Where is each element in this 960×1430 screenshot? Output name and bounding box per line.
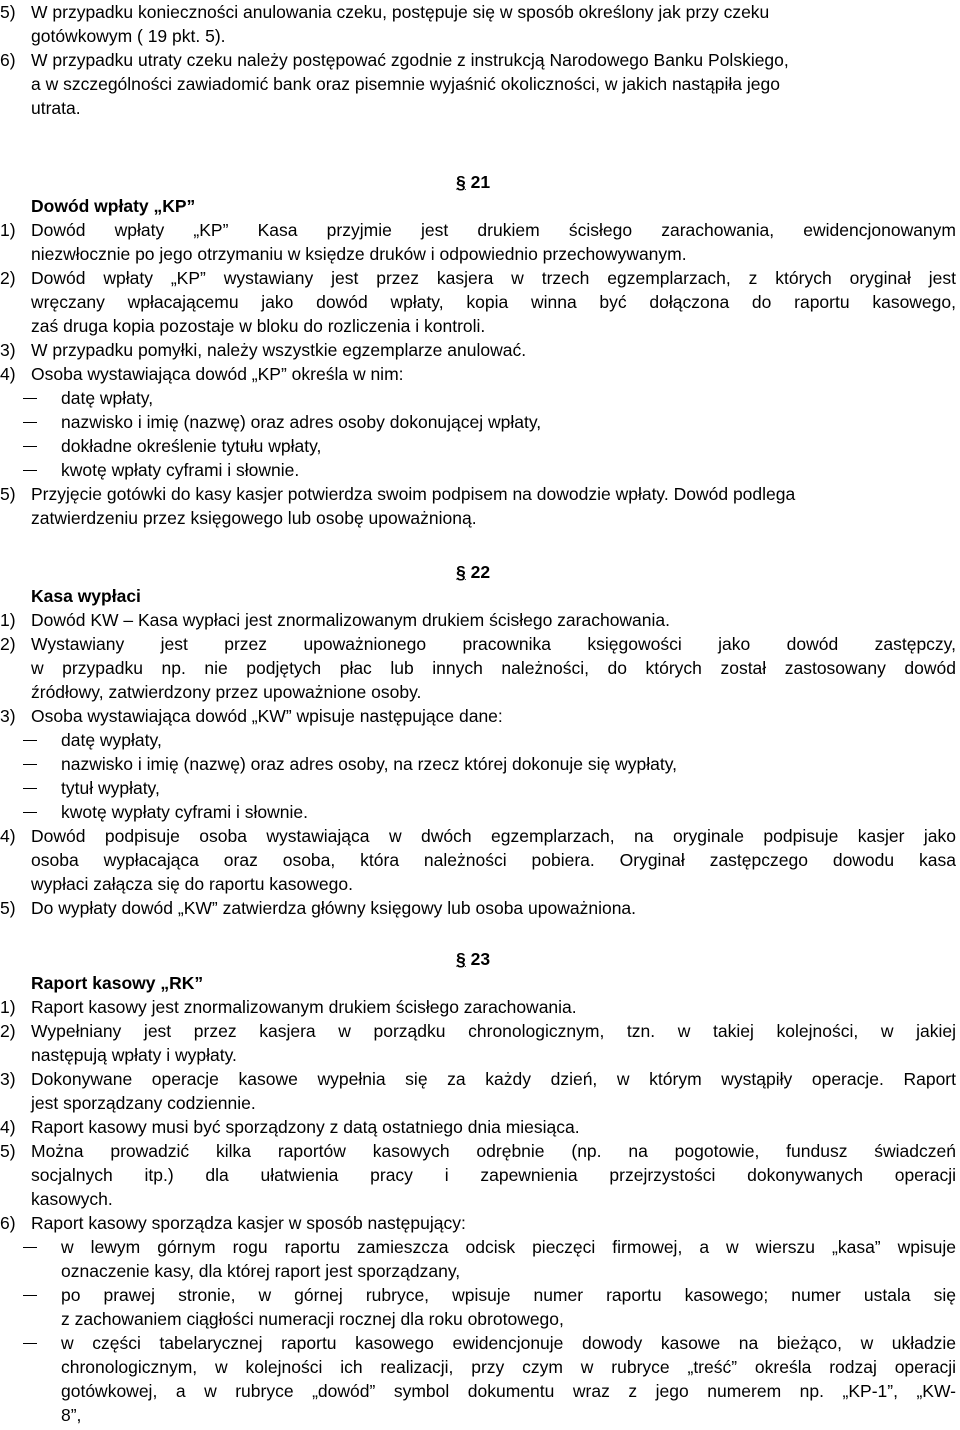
section-number: [456, 560, 490, 584]
section-heading: Dowód wpłaty „KP”: [31, 196, 196, 216]
paragraph-line: zatwierdzeniu przez księgowego lub osobę upoważnioną.: [31, 508, 477, 528]
paragraph-line: a w szczególności zawiadomić bank oraz pisemnie wyjaśnić okoliczności, w jakich nastąpiła jego: [31, 74, 780, 94]
list-item-number: 6): [0, 50, 16, 70]
dash-bullet: [23, 788, 37, 789]
list-item-number: 1): [0, 610, 16, 630]
section-heading: Raport kasowy „RK”: [31, 973, 204, 993]
bullet-line: oznaczenie kasy, dla której raport jest sporządzany,: [61, 1261, 461, 1281]
list-item-number: 3): [0, 340, 16, 360]
dash-bullet: [23, 1247, 37, 1248]
list-item-number: 1): [0, 997, 16, 1017]
bullet-line: kwotę wpłaty cyframi i słownie.: [61, 460, 300, 480]
paragraph-line: Przyjęcie gotówki do kasy kasjer potwierdza swoim podpisem na dowodzie wpłaty. Dowód podlega: [31, 484, 796, 504]
bullet-line: w lewym górnym rogu raportu zamieszcza odcisk pieczęci firmowej, a w wierszu „kasa” wpisuje: [61, 1237, 956, 1257]
list-item-number: 5): [0, 484, 16, 504]
list-item-number: 3): [0, 706, 16, 726]
paragraph-line: kasowych.: [31, 1189, 113, 1209]
bullet-line: tytuł wypłaty,: [61, 778, 160, 798]
paragraph-line: Osoba wystawiająca dowód „KP” określa w nim:: [31, 364, 404, 384]
paragraph-line: Można prowadzić kilka raportów kasowych odrębnie (np. na pogotowie, fundusz świadczeń: [31, 1141, 956, 1161]
bullet-line: nazwisko i imię (nazwę) oraz adres osoby dokonującej wpłaty,: [61, 412, 542, 432]
paragraph-line: Wystawiany jest przez upoważnionego pracownika księgowości jako dowód zastępczy,: [31, 634, 956, 654]
list-item-number: 4): [0, 826, 16, 846]
section-heading: Kasa wypłaci: [31, 586, 141, 606]
paragraph-line: Osoba wystawiająca dowód „KW” wpisuje następujące dane:: [31, 706, 503, 726]
paragraph-line: gotówkowym ( 19 pkt. 5).: [31, 26, 226, 46]
dash-bullet: [23, 470, 37, 471]
dash-bullet: [23, 446, 37, 447]
section-number-value: 21: [470, 172, 491, 192]
section-number: [456, 947, 490, 971]
paragraph-line: następują wpłaty i wypłaty.: [31, 1045, 237, 1065]
dash-bullet: [23, 1343, 37, 1344]
paragraph-line: Dowód wpłaty „KP” Kasa przyjmie jest drukiem ścisłego zarachowania, ewidencjonowanym: [31, 220, 956, 240]
paragraph-line: jest sporządzany codziennie.: [31, 1093, 256, 1113]
paragraph-line: Dowód KW – Kasa wypłaci jest znormalizowanym drukiem ścisłego zarachowania.: [31, 610, 671, 630]
list-item-number: 2): [0, 268, 16, 288]
list-item-number: 5): [0, 2, 16, 22]
bullet-line: w części tabelarycznej raportu kasowego ewidencjonuje dowody kasowe na bieżąco, w układzie: [61, 1333, 956, 1353]
paragraph-line: Raport kasowy sporządza kasjer w sposób następujący:: [31, 1213, 466, 1233]
bullet-line: chronologicznym, w kolejności ich realizacji, przy czym w rubryce „treść” określa rodzaj operacji: [61, 1357, 956, 1377]
bullet-line: kwotę wypłaty cyframi i słownie.: [61, 802, 309, 822]
paragraph-line: Wypełniany jest przez kasjera w porządku chronologicznym, tzn. w takiej kolejności, w jakiej: [31, 1021, 956, 1041]
bullet-line: po prawej stronie, w górnej rubryce, wpisuje numer raportu kasowego; numer ustala się: [61, 1285, 956, 1305]
paragraph-line: Raport kasowy jest znormalizowanym drukiem ścisłego zarachowania.: [31, 997, 577, 1017]
paragraph-line: wypłaci załącza się do raportu kasowego.: [31, 874, 353, 894]
paragraph-line: osoba wypłacająca oraz osoba, która należności pobiera. Oryginał zastępczego dowodu kasa: [31, 850, 956, 870]
list-item-number: 3): [0, 1069, 16, 1089]
section-sign: §: [456, 172, 466, 192]
list-item-number: 4): [0, 1117, 16, 1137]
list-item-number: 5): [0, 898, 16, 918]
list-item-number: 6): [0, 1213, 16, 1233]
dash-bullet: [23, 764, 37, 765]
section-number-value: 23: [470, 949, 491, 969]
dash-bullet: [23, 812, 37, 813]
paragraph-line: Dowód podpisuje osoba wystawiająca w dwóch egzemplarzach, na oryginale podpisuje kasjer jako: [31, 826, 956, 846]
paragraph-line: w przypadku np. nie podjętych płac lub innych należności, do których został zastosowany dowód: [31, 658, 956, 678]
list-item-number: 5): [0, 1141, 16, 1161]
paragraph-line: zaś druga kopia pozostaje w bloku do rozliczenia i kontroli.: [31, 316, 486, 336]
bullet-line: nazwisko i imię (nazwę) oraz adres osoby, na rzecz której dokonuje się wypłaty,: [61, 754, 678, 774]
paragraph-line: socjalnych itp.) dla ułatwienia pracy i zapewnienia przejrzystości dokonywanych operacji: [31, 1165, 956, 1185]
paragraph-line: Dokonywane operacje kasowe wypełnia się za każdy dzień, w którym wystąpiły operacje. Raport: [31, 1069, 956, 1089]
list-item-number: 4): [0, 364, 16, 384]
paragraph-line: W przypadku konieczności anulowania czeku, postępuje się w sposób określony jak przy czeku: [31, 2, 770, 22]
dash-bullet: [23, 398, 37, 399]
bullet-line: datę wpłaty,: [61, 388, 154, 408]
bullet-line: gotówkowej, a w rubryce „dowód” symbol dokumentu wraz z jego numerem np. „KP-1”, „KW-: [61, 1381, 956, 1401]
section-sign: §: [456, 562, 466, 582]
bullet-line: 8”,: [61, 1405, 82, 1425]
paragraph-line: Dowód wpłaty „KP” wystawiany jest przez kasjera w trzech egzemplarzach, z których oryginał jest: [31, 268, 956, 288]
section-sign: §: [456, 949, 466, 969]
paragraph-line: Raport kasowy musi być sporządzony z datą ostatniego dnia miesiąca.: [31, 1117, 580, 1137]
list-item-number: 2): [0, 1021, 16, 1041]
dash-bullet: [23, 422, 37, 423]
list-item-number: 1): [0, 220, 16, 240]
section-number-value: 22: [470, 562, 491, 582]
section-number: [456, 170, 490, 194]
paragraph-line: wręczany wpłacającemu jako dowód wpłaty, kopia winna być dołączona do raportu kasowego,: [31, 292, 956, 312]
paragraph-line: Do wypłaty dowód „KW” zatwierdza główny księgowy lub osoba upoważniona.: [31, 898, 637, 918]
bullet-line: dokładne określenie tytułu wpłaty,: [61, 436, 322, 456]
bullet-line: z zachowaniem ciągłości numeracji rocznej dla roku obrotowego,: [61, 1309, 564, 1329]
paragraph-line: W przypadku utraty czeku należy postępować zgodnie z instrukcją Narodowego Banku Polskiego,: [31, 50, 789, 70]
paragraph-line: utrata.: [31, 98, 81, 118]
paragraph-line: W przypadku pomyłki, należy wszystkie egzemplarze anulować.: [31, 340, 527, 360]
bullet-line: datę wypłaty,: [61, 730, 162, 750]
dash-bullet: [23, 1295, 37, 1296]
list-item-number: 2): [0, 634, 16, 654]
paragraph-line: źródłowy, zatwierdzony przez upoważnione osoby.: [31, 682, 422, 702]
paragraph-line: niezwłocznie po jego otrzymaniu w księdze druków i odpowiednio przechowywanym.: [31, 244, 687, 264]
dash-bullet: [23, 740, 37, 741]
